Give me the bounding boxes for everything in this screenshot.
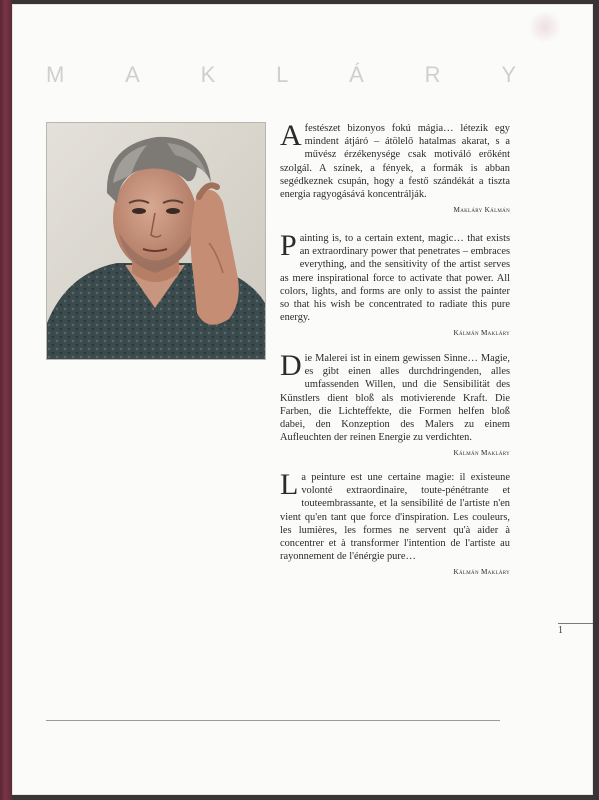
title-letter: A [125,62,140,87]
title-letter: M [46,62,65,87]
dropcap: P [280,229,297,262]
paragraph-english [280,229,510,341]
paragraph-text: festészet bizonyos fokú mágia… létezik egy mindent átjáró – átölelő hatalmas akarat, s a művész érzékenysége csak motiváló erőként szolgál. A színek, a fények, a formák is abban segédkeznek csupán, hogy a festő szándékát a tiszta energia ragyogásává koncentrálják. [280,123,510,201]
page-title [46,62,516,88]
title-letter: R [424,62,441,87]
portrait-photo [46,122,266,360]
paragraph-german [280,349,510,461]
paragraph-text: ainting is, to a certain extent, magic… that exists an extraordinary power that penetrates – embraces everything, and the sensitivity of the artist serves as mere inspirational force to activate that power. All colors, lights, and forms are only to assist the painter so that his wish be concentrated to radiate this pure energy. [280,233,510,324]
signature: Kálmán Makláry [453,568,510,577]
page-number: 1 [558,625,563,636]
signature: Makláry Kálmán [453,206,510,215]
portrait-illustration [47,123,265,359]
title-letter: K [200,62,216,87]
book-page [12,4,593,795]
signature: Kálmán Makláry [453,449,510,458]
dropcap: L [280,468,299,501]
dropcap: D [280,349,302,382]
paragraph-text: ie Malerei ist in einem gewissen Sinne… Magie, es gibt einen alles durchdringenden, alles umfassenden Willen, und die Sensibilität des Künstlers dient bloß als motivierende Kraft. Die Farben, die Lichteffekte, die Formen helfen bloß dabei, den Konzeption des Malers zu einem Aufleuchten der reinen Energie zu verdichten. [280,353,510,444]
page-number-rule [558,623,593,624]
paragraph-french [280,468,510,580]
title-letter: Y [501,62,516,87]
page-stain [527,12,563,42]
title-letter: Á [349,62,364,87]
book-spine [0,0,12,800]
paragraph-text: a peinture est une certaine magie: il existeune volonté extraordinaire, toute-pénétrante et touteembrassante, et la sensibilité de l'artiste n'en vient qu'en tant que force d'inspiration. Les couleurs, les lumières, les formes ne servent qu'à aider à concentrer et à transformer l'intention de l'artiste au rayonnement de l'énérgie pure… [280,472,510,563]
title-letter: L [276,62,289,87]
bottom-rule [46,720,500,721]
dropcap: A [280,119,302,152]
paragraph-hungarian [280,119,510,217]
signature: Kálmán Makláry [453,329,510,338]
